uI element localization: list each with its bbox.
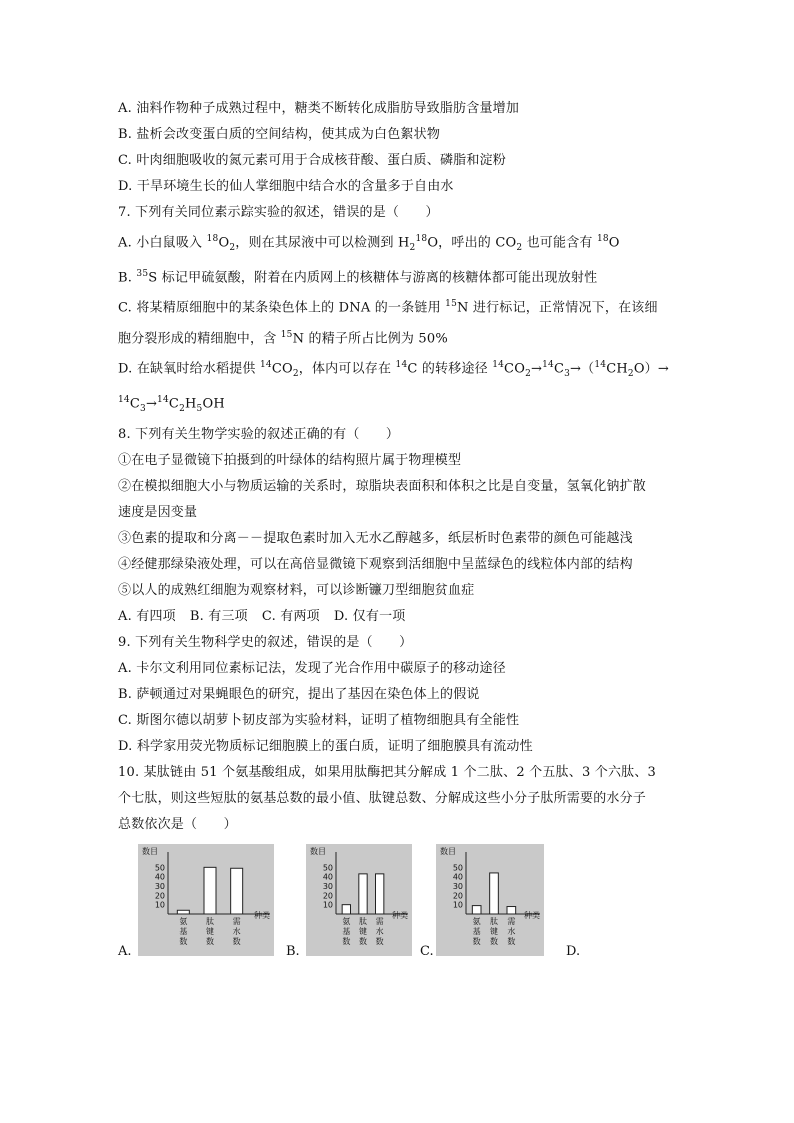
svg-text:水: 水 — [375, 926, 384, 936]
chart-a-y-tick-50: 50 — [154, 863, 165, 873]
chart-c-category-label-2: 肽 — [490, 916, 498, 926]
q9-option-b: B. 萨顿通过对果蝇眼色的研究，提出了基因在染色体上的假说 — [118, 686, 480, 702]
q8-item-3: ③色素的提取和分离－－提取色素时加入无水乙醇越多，纸层析时色素带的颜色可能越浅 — [118, 530, 633, 546]
chart-b-bar-3 — [376, 874, 384, 914]
chart-b-y-label: 数目 — [310, 846, 326, 856]
q10-option-a-label: A. — [118, 943, 132, 959]
chart-b — [306, 844, 412, 956]
chart-b-category-label-3: 需 — [375, 916, 384, 926]
q8-item-1: ①在电子显微镜下拍摄到的叶绿体的结构照片属于物理模型 — [118, 452, 462, 468]
q7-option-b: B. $^{35}$S 标记甲硫氨酸，附着在内质网上的核糖体与游离的核糖体都可能出现放射性 — [118, 268, 598, 286]
q7-option-d-line1: D. 在缺氧时给水稻提供 $^{14}CO_2$，体内可以存在 $^{14}$C 的转移途径 $^{14}CO_2\to^{14}C_3\to(^{14}CH_2O)\to$ — [118, 359, 669, 379]
q7-option-c-line2: 胞分裂形成的精细胞中，含 $^{15}$N 的精子所占比例为 50% — [118, 329, 448, 346]
chart-c-bar-1 — [472, 905, 481, 913]
chart-b-svg — [306, 844, 412, 956]
chart-a-category-label-3: 需 — [232, 916, 241, 926]
chart-a-svg — [138, 844, 274, 956]
chart-c-y-tick-50: 50 — [452, 863, 463, 873]
chart-b-category-label-1: 氨 — [342, 916, 351, 926]
chart-a-y-tick-10: 10 — [154, 900, 165, 910]
q7-stem: 7. 下列有关同位素示踪实验的叙述，错误的是（ ） — [118, 205, 439, 220]
q6-option-a: A. 油料作物种子成熟过程中，糖类不断转化成脂肪导致脂肪含量增加 — [118, 101, 520, 116]
q8-item-5: ⑤以人的成熟红细胞为观察材料，可以诊断镰刀型细胞贫血症 — [118, 582, 475, 598]
q10-stem-line3: 总数依次是（ ） — [118, 816, 237, 832]
q8-stem: 8. 下列有关生物学实验的叙述正确的有（ ） — [118, 426, 400, 442]
chart-b-y-tick-40: 40 — [322, 872, 333, 882]
document-page — [118, 96, 684, 964]
q10-option-d-label: D. — [566, 943, 581, 959]
q9-option-c: C. 斯图尔德以胡萝卜韧皮部为实验材料，证明了植物细胞具有全能性 — [118, 712, 520, 728]
q10-stem-line2: 个七肽，则这些短肽的氨基总数的最小值、肽键总数、分解成这些小分子肽所需要的水分子 — [118, 790, 647, 806]
svg-text:数: 数 — [472, 936, 481, 946]
q6-option-c: C. 叶肉细胞吸收的氮元素可用于合成核苷酸、蛋白质、磷脂和淀粉 — [118, 153, 506, 168]
q6-option-b: B. 盐析会改变蛋白质的空间结构，使其成为白色絮状物 — [118, 127, 441, 142]
svg-text:键: 键 — [206, 926, 214, 936]
chart-c-bar-2 — [490, 873, 499, 914]
q8-option-a: A. 有四项 — [118, 608, 176, 624]
chart-c-y-tick-10: 10 — [452, 900, 463, 910]
chart-b-y-tick-20: 20 — [322, 891, 333, 901]
chart-b-x-label: 种类 — [392, 910, 408, 920]
q8-options — [118, 604, 684, 630]
chart-b-bar-1 — [342, 904, 350, 913]
chart-c-svg — [436, 844, 544, 956]
q8-option-d: D. 仅有一项 — [333, 608, 406, 624]
chart-a-y-tick-40: 40 — [154, 872, 165, 882]
chart-c-y-tick-40: 40 — [452, 872, 463, 882]
q9-option-a: A. 卡尔文利用同位素标记法，发现了光合作用中碳原子的移动途径 — [118, 660, 506, 676]
q6-option-d: D. 干旱环境生长的仙人掌细胞中结合水的含量多于自由水 — [118, 179, 454, 194]
chart-b-y-tick-50: 50 — [322, 863, 333, 873]
svg-text:数: 数 — [507, 936, 516, 946]
chart-c-bar-3 — [507, 906, 516, 913]
chart-c — [436, 844, 544, 956]
q8-item-4: ④经健那绿染液处理，可以在高倍显微镜下观察到活细胞中呈蓝绿色的线粒体内部的结构 — [118, 556, 633, 572]
chart-b-y-tick-10: 10 — [322, 900, 333, 910]
chart-a-category-label-1: 氨 — [179, 916, 188, 926]
chart-a — [138, 844, 274, 956]
svg-text:数: 数 — [342, 936, 351, 946]
chart-a-bar-3 — [231, 868, 243, 914]
q10-charts — [118, 844, 684, 964]
q7-option-a: A. 小白鼠吸入 $^{18}O_2$，则在其尿液中可以检测到 $H_2^{18}O$，呼出的 $CO_2$ 也可能含有 $^{18}$O — [118, 234, 620, 253]
q7-option-d-line2: $^{14}C_3\to^{14}C_2H_5OH$ — [118, 394, 225, 414]
svg-text:数: 数 — [490, 936, 498, 946]
chart-a-y-tick-30: 30 — [154, 881, 165, 891]
chart-c-x-label: 种类 — [524, 910, 540, 920]
q8-item-2-cont: 速度是因变量 — [118, 504, 198, 520]
svg-text:数: 数 — [359, 936, 367, 946]
svg-text:数: 数 — [179, 936, 188, 946]
q9-option-d: D. 科学家用荧光物质标记细胞膜上的蛋白质，证明了细胞膜具有流动性 — [118, 738, 533, 754]
q9-stem: 9. 下列有关生物科学史的叙述，错误的是（ ） — [118, 634, 413, 650]
chart-a-x-label: 种类 — [254, 910, 270, 920]
chart-c-category-label-1: 氨 — [472, 916, 481, 926]
q10-option-b-label: B. — [286, 943, 300, 959]
q8-option-c: C. 有两项 — [261, 608, 320, 624]
svg-text:水: 水 — [507, 926, 516, 936]
chart-c-y-tick-20: 20 — [452, 891, 463, 901]
chart-a-category-label-2: 肽 — [206, 916, 214, 926]
svg-text:基: 基 — [472, 926, 481, 936]
svg-text:数: 数 — [206, 936, 214, 946]
svg-text:水: 水 — [232, 926, 241, 936]
q8-item-2: ②在模拟细胞大小与物质运输的关系时，琼脂块表面积和体积之比是自变量，氢氧化钠扩散 — [118, 478, 647, 494]
chart-a-y-tick-20: 20 — [154, 891, 165, 901]
chart-b-category-label-2: 肽 — [359, 916, 367, 926]
chart-c-y-tick-30: 30 — [452, 881, 463, 891]
svg-text:基: 基 — [179, 926, 188, 936]
q10-option-c-label: C. — [420, 943, 434, 959]
chart-a-bar-2 — [204, 867, 216, 914]
svg-text:数: 数 — [375, 936, 384, 946]
svg-text:数: 数 — [232, 936, 241, 946]
chart-a-y-label: 数目 — [142, 846, 158, 856]
svg-text:键: 键 — [359, 926, 367, 936]
svg-text:键: 键 — [490, 926, 498, 936]
chart-c-y-label: 数目 — [440, 846, 456, 856]
chart-c-category-label-3: 需 — [507, 916, 516, 926]
svg-text:基: 基 — [342, 926, 351, 936]
q7-option-c-line1: C. 将某精原细胞中的某条染色体上的 DNA 的一条链用 $^{15}$N 进行标记，正常情况下，在该细 — [118, 299, 658, 316]
chart-b-bar-2 — [359, 874, 367, 914]
chart-a-bar-1 — [177, 910, 189, 914]
q8-option-b: B. 有三项 — [189, 608, 248, 624]
q10-stem-line1: 10. 某肽链由 51 个氨基酸组成，如果用肽酶把其分解成 1 个二肽、2 个五肽、3 个六肽、3 — [118, 764, 657, 780]
chart-b-y-tick-30: 30 — [322, 881, 333, 891]
